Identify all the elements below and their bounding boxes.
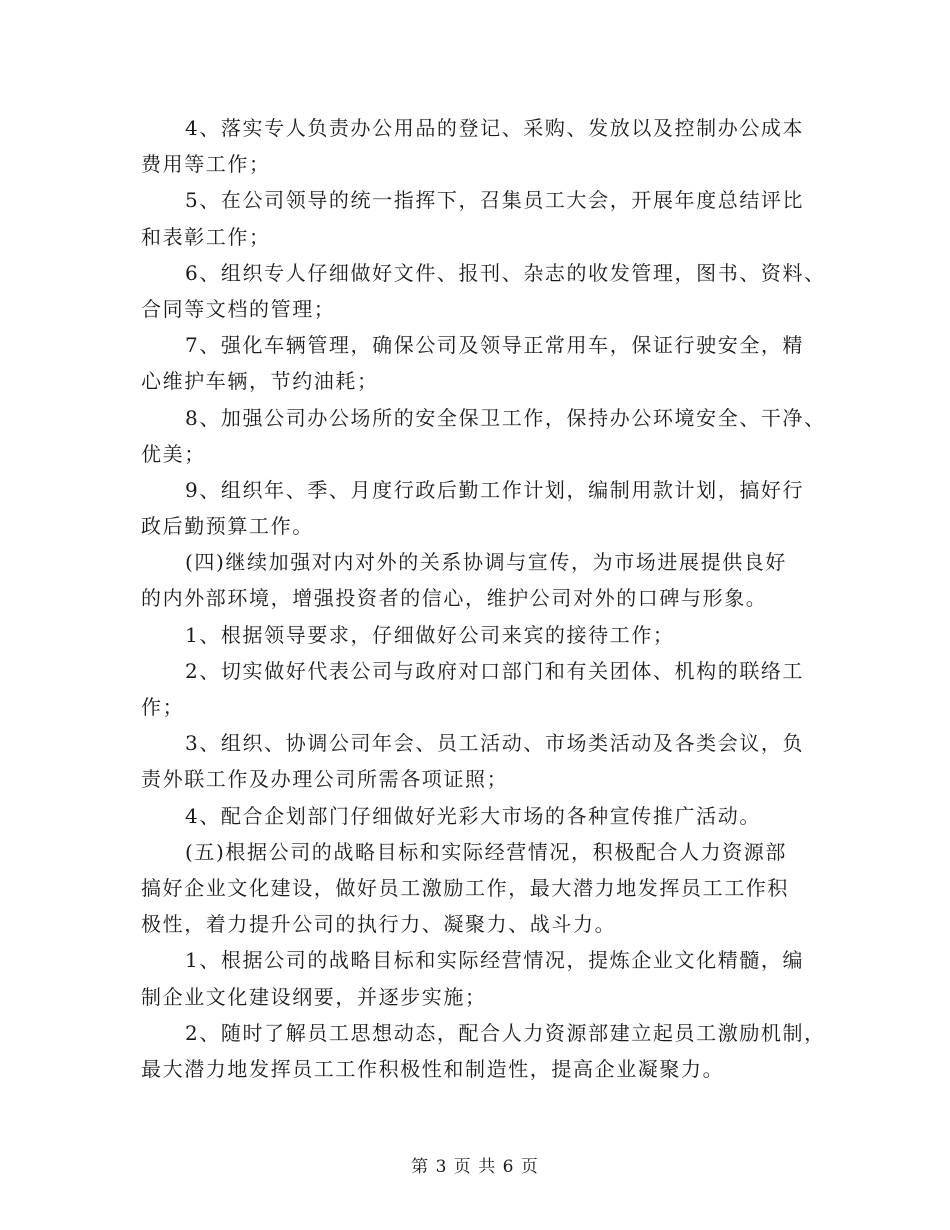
paragraph-line: 6、组织专人仔细做好文件、报刊、杂志的收发管理，图书、资料、 [185, 260, 826, 285]
page-number-footer: 第 3 页 共 6 页 [411, 1157, 539, 1177]
paragraph-line: 费用等工作； [141, 152, 271, 177]
paragraph-line: 制企业文化建设纲要，并逐步实施； [141, 984, 487, 1009]
paragraph-line: 责外联工作及办理公司所需各项证照； [141, 767, 509, 792]
section-heading-line: (四)继续加强对内对外的关系协调与宣传，为市场进展提供良好 [185, 550, 788, 575]
paragraph-line: 作； [141, 695, 185, 719]
paragraph-line: 7、强化车辆管理，确保公司及领导正常用车，保证行驶安全，精 [185, 333, 805, 358]
section-heading-line: 极性，着力提升公司的执行力、凝聚力、战斗力。 [141, 912, 617, 937]
paragraph-line: 5、在公司领导的统一指挥下，召集员工大会，开展年度总结评比 [185, 188, 805, 213]
document-body [141, 110, 831, 1087]
paragraph-line: 4、配合企划部门仔细做好光彩大市场的各种宣传推广活动。 [185, 803, 761, 828]
paragraph-line: 政后勤预算工作。 [141, 514, 314, 539]
section-heading-line: (五)根据公司的战略目标和实际经营情况，积极配合人力资源部 [185, 839, 788, 864]
paragraph-line: 4、落实专人负责办公用品的登记、采购、发放以及控制办公成本 [185, 116, 805, 140]
paragraph-line: 1、根据领导要求，仔细做好公司来宾的接待工作； [185, 622, 675, 647]
paragraph-line: 3、组织、协调公司年会、员工活动、市场类活动及各类会议，负 [185, 731, 805, 756]
paragraph-line: 合同等文档的管理； [141, 296, 336, 321]
paragraph-line: 9、组织年、季、月度行政后勤工作计划，编制用款计划，搞好行 [185, 477, 805, 502]
paragraph-line: 优美； [141, 441, 206, 466]
paragraph-line: 2、随时了解员工思想动态，配合人力资源部建立起员工激励机制， [185, 1020, 826, 1045]
section-heading-line: 搞好企业文化建设，做好员工激励工作，最大潜力地发挥员工工作积 [141, 875, 789, 900]
paragraph-line: 1、根据公司的战略目标和实际经营情况，提炼企业文化精髓，编 [185, 948, 805, 973]
paragraph-line: 心维护车辆，节约油耗； [141, 369, 379, 394]
paragraph-line: 2、切实做好代表公司与政府对口部门和有关团体、机构的联络工 [185, 658, 805, 683]
paragraph-line: 8、加强公司办公场所的安全保卫工作，保持办公环境安全、干净、 [185, 405, 826, 430]
paragraph-line: 最大潜力地发挥员工工作积极性和制造性，提高企业凝聚力。 [141, 1056, 725, 1081]
paragraph-line: 和表彰工作； [141, 224, 271, 249]
section-heading-line: 的内外部环境，增强投资者的信心，维护公司对外的口碑与形象。 [141, 586, 768, 611]
